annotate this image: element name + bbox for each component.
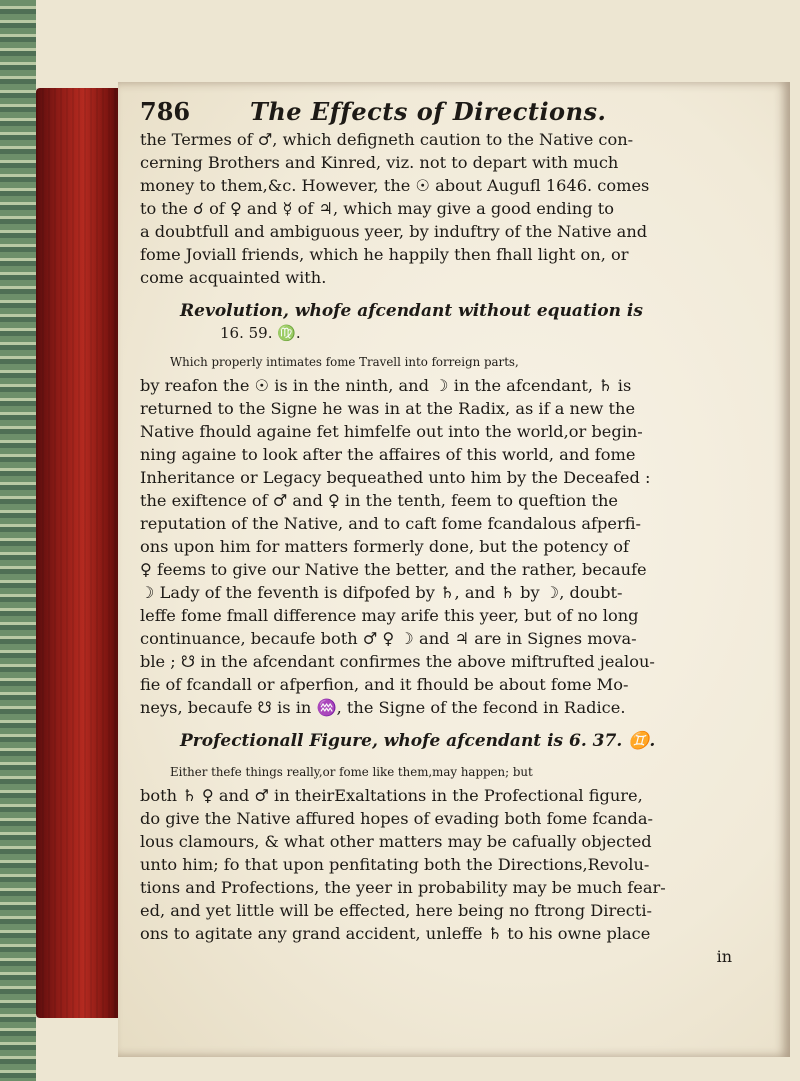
section-heading-sub: 16. 59. ♍. bbox=[220, 324, 301, 342]
text-line: ble ; ☋ in the afcendant confirmes the above miftrufted jealou- bbox=[140, 652, 655, 671]
running-head bbox=[140, 96, 752, 128]
text-line: unto him; fo that upon penfitating both the Directions,Revolu- bbox=[140, 855, 650, 874]
text-line: money to them,&c. However, the ☉ about Augufl 1646. comes bbox=[140, 176, 650, 195]
text-line: continuance, becaufe both ♂ ♀ ☽ and ♃ are in Signes mova- bbox=[140, 629, 637, 648]
text-line: do give the Native affured hopes of evading both fome fcanda- bbox=[140, 809, 653, 828]
text-line: Inheritance or Legacy bequeathed unto him by the Deceafed : bbox=[140, 468, 651, 487]
text-line: to the ☌ of ♀ and ☿ of ♃, which may give a good ending to bbox=[140, 199, 614, 218]
text-line: Either thefe things really,or fome like them,may happen; but bbox=[170, 765, 533, 779]
text-line: fome Joviall friends, which he happily then fhall light on, or bbox=[140, 245, 629, 264]
text-line: ning againe to look after the affaires of this world, and fome bbox=[140, 445, 636, 464]
text-line: come acquainted with. bbox=[140, 268, 327, 287]
text-line: ed, and yet little will be effected, here being no ftrong Directi- bbox=[140, 901, 652, 920]
page-title: The Effects of Directions. bbox=[250, 97, 607, 126]
section-heading-revolution: Revolution, whofe afcendant without equation is bbox=[180, 301, 643, 321]
text-line: tions and Profections, the yeer in probability may be much fear- bbox=[140, 878, 666, 897]
page-text bbox=[140, 96, 752, 968]
text-line: ☽ Lady of the feventh is difpofed by ♄, and ♄ by ☽, doubt- bbox=[140, 583, 623, 602]
text-line: leffe fome fmall difference may arife this yeer, but of no long bbox=[140, 606, 639, 625]
book-spine bbox=[36, 88, 122, 1018]
text-line: a doubtfull and ambiguous yeer, by induftry of the Native and bbox=[140, 222, 648, 241]
text-line: the exiftence of ♂ and ♀ in the tenth, feem to queftion the bbox=[140, 491, 618, 510]
binding-edge bbox=[0, 0, 36, 1081]
paragraph-3 bbox=[140, 761, 752, 945]
text-line: cerning Brothers and Kinred, viz. not to depart with much bbox=[140, 153, 619, 172]
text-line: returned to the Signe he was in at the Radix, as if a new the bbox=[140, 399, 636, 418]
text-line: reputation of the Native, and to caft fome fcandalous afperfi- bbox=[140, 514, 641, 533]
page-number: 786 bbox=[140, 97, 191, 126]
text-line: ons to agitate any grand accident, unleffe ♄ to his owne place bbox=[140, 924, 651, 943]
text-line: fie of fcandall or afperfion, and it fhould be about fome Mo- bbox=[140, 675, 629, 694]
paragraph-2 bbox=[140, 351, 752, 719]
text-line: both ♄ ♀ and ♂ in theirExaltations in the Profectional figure, bbox=[140, 786, 643, 805]
text-line: neys, becaufe ☋ is in ♒, the Signe of the fecond in Radice. bbox=[140, 698, 626, 717]
text-line: the Termes of ♂, which defigneth caution to the Native con- bbox=[140, 130, 634, 149]
text-line: by reafon the ☉ is in the ninth, and ☽ in the afcendant, ♄ is bbox=[140, 376, 632, 395]
catchword: in bbox=[716, 947, 732, 966]
section-heading-profection: Profectionall Figure, whofe afcendant is 6. 37. ♊. bbox=[180, 731, 656, 751]
text-line: Native fhould againe fet himfelfe out into the world,or begin- bbox=[140, 422, 643, 441]
text-line: lous clamours, & what other matters may be cafually objected bbox=[140, 832, 652, 851]
text-line: ons upon him for matters formerly done, but the potency of bbox=[140, 537, 630, 556]
text-line: ♀ feems to give our Native the better, and the rather, becaufe bbox=[140, 560, 647, 579]
paragraph-1 bbox=[140, 128, 752, 289]
text-line: Which properly intimates fome Travell into forreign parts, bbox=[170, 355, 519, 369]
